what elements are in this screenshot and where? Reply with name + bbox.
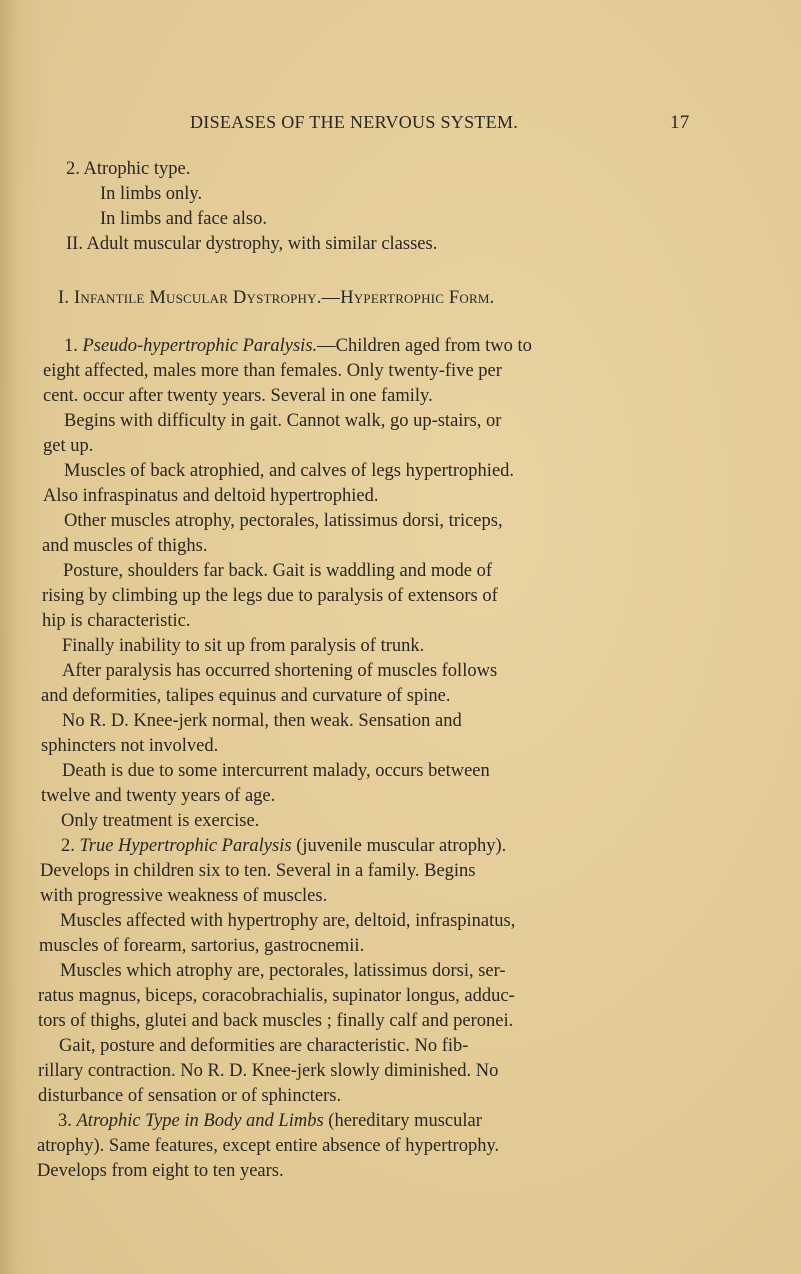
s1-line: Only treatment is exercise. — [61, 811, 260, 831]
classification-sub-b: In limbs and face also. — [100, 209, 267, 229]
s2-line: ratus magnus, biceps, coracobrachialis, supinator longus, adduc- — [38, 986, 515, 1006]
classification-item-2: 2. Atrophic type. — [66, 159, 191, 179]
s1-line-0: —Children aged from two to — [317, 336, 532, 356]
s1-line: eight affected, males more than females. Only twenty-five per — [43, 361, 502, 381]
s3-title: Atrophic Type in Body and Limbs — [76, 1111, 324, 1131]
classification-sub-a: In limbs only. — [100, 184, 203, 204]
s2-line: Muscles affected with hypertrophy are, deltoid, infraspinatus, — [60, 911, 516, 931]
running-title: DISEASES OF THE NERVOUS SYSTEM. — [190, 112, 519, 132]
s1-line: Other muscles atrophy, pectorales, latissimus dorsi, triceps, — [64, 511, 503, 531]
s3-line-0: (hereditary muscular — [323, 1111, 482, 1131]
s1-line: get up. — [43, 436, 94, 456]
s1-line: No R. D. Knee-jerk normal, then weak. Sensation and — [62, 711, 462, 731]
s3-line: atrophy). Same features, except entire absence of hypertrophy. — [37, 1136, 500, 1156]
s1-line: and muscles of thighs. — [42, 536, 208, 556]
s2-line: disturbance of sensation or of sphincters. — [38, 1086, 342, 1106]
s1-line: Death is due to some intercurrent malady, occurs between — [62, 761, 490, 781]
page-number: 17 — [670, 112, 690, 133]
s1-line: Also infraspinatus and deltoid hypertrophied. — [43, 486, 379, 506]
s1-number: 1. — [64, 336, 78, 356]
s3-number: 3. — [58, 1111, 72, 1131]
s2-first-line — [61, 834, 507, 858]
section-heading: I. Infantile Muscular Dystrophy.—Hypertrophic Form. — [58, 288, 495, 308]
s1-title: Pseudo-hypertrophic Paralysis. — [82, 336, 318, 356]
s2-line: Muscles which atrophy are, pectorales, latissimus dorsi, ser- — [60, 961, 506, 981]
s2-line: Develops in children six to ten. Several in a family. Begins — [40, 861, 476, 881]
s1-line: After paralysis has occurred shortening of muscles follows — [62, 661, 498, 681]
s1-line: Posture, shoulders far back. Gait is waddling and mode of — [63, 561, 493, 581]
s2-line: with progressive weakness of muscles. — [40, 886, 328, 906]
s1-line: cent. occur after twenty years. Several in one family. — [43, 386, 433, 406]
s1-line: sphincters not involved. — [41, 736, 219, 756]
s2-line-0: (juvenile muscular atrophy). — [291, 836, 507, 856]
s2-title: True Hypertrophic Paralysis — [79, 836, 292, 856]
s1-line: hip is characteristic. — [42, 611, 191, 631]
s1-line: rising by climbing up the legs due to paralysis of extensors of — [42, 586, 498, 606]
s1-line: and deformities, talipes equinus and curvature of spine. — [41, 686, 451, 706]
classification-item-II: II. Adult muscular dystrophy, with similar classes. — [66, 234, 438, 254]
s1-first-line — [64, 334, 532, 358]
s1-line: Muscles of back atrophied, and calves of legs hypertrophied. — [64, 461, 515, 481]
s2-line: Gait, posture and deformities are characteristic. No fib- — [59, 1036, 469, 1056]
running-header — [0, 112, 801, 138]
s3-first-line — [58, 1109, 482, 1133]
s1-line: twelve and twenty years of age. — [41, 786, 276, 806]
s1-line: Begins with difficulty in gait. Cannot walk, go up-stairs, or — [64, 411, 502, 431]
s2-line: tors of thighs, glutei and back muscles ; finally calf and peronei. — [38, 1011, 514, 1031]
s2-line: rillary contraction. No R. D. Knee-jerk slowly diminished. No — [38, 1061, 499, 1081]
s2-line: muscles of forearm, sartorius, gastrocnemii. — [39, 936, 365, 956]
s2-number: 2. — [61, 836, 75, 856]
s3-line: Develops from eight to ten years. — [37, 1161, 284, 1181]
s1-line: Finally inability to sit up from paralysis of trunk. — [62, 636, 425, 656]
